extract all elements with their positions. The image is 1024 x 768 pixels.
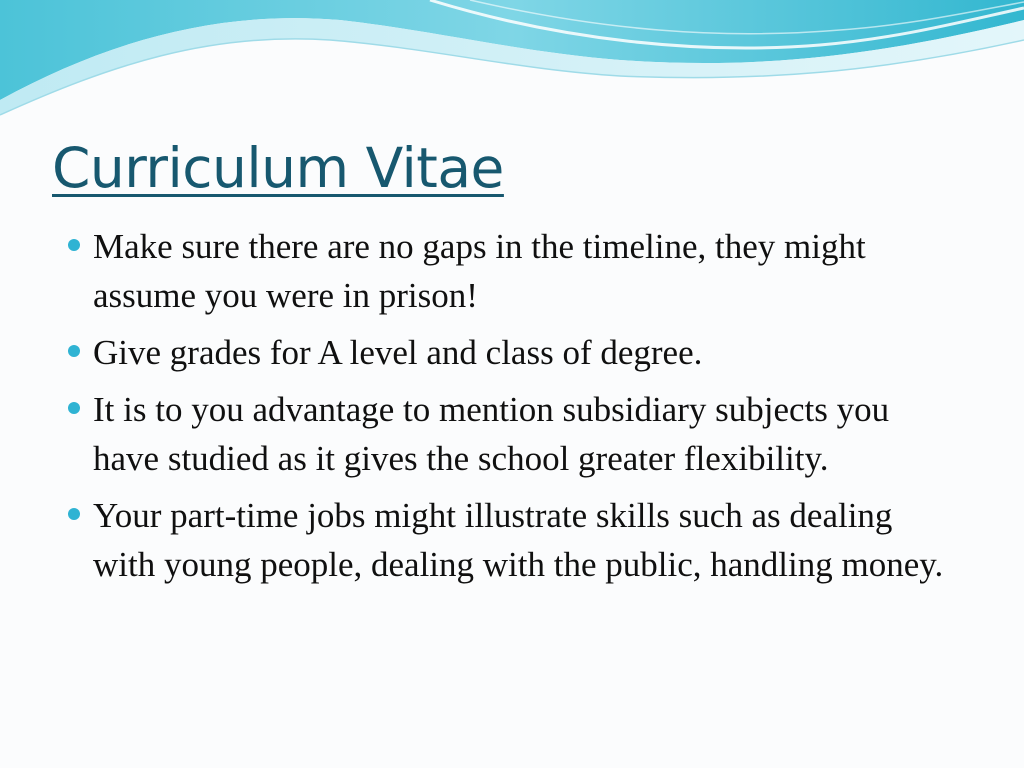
bullet-dot-icon	[68, 402, 80, 414]
bullet-item	[62, 385, 962, 483]
bullet-dot-icon	[68, 239, 80, 251]
bullet-text: Make sure there are no gaps in the timeline, they might assume you were in prison!	[93, 227, 866, 315]
bullet-text: Your part-time jobs might illustrate skills such as dealing with young people, dealing with the public, handling money.	[93, 496, 944, 584]
bullet-list	[62, 222, 962, 597]
wave-decoration	[0, 0, 1024, 130]
bullet-text: Give grades for A level and class of degree.	[93, 333, 703, 372]
slide-title: Curriculum Vitae	[52, 136, 504, 200]
bullet-text: It is to you advantage to mention subsidiary subjects you have studied as it gives the school greater flexibility.	[93, 390, 890, 478]
bullet-item	[62, 328, 962, 377]
bullet-item	[62, 222, 962, 320]
bullet-dot-icon	[68, 345, 80, 357]
bullet-item	[62, 491, 962, 589]
bullet-dot-icon	[68, 508, 80, 520]
